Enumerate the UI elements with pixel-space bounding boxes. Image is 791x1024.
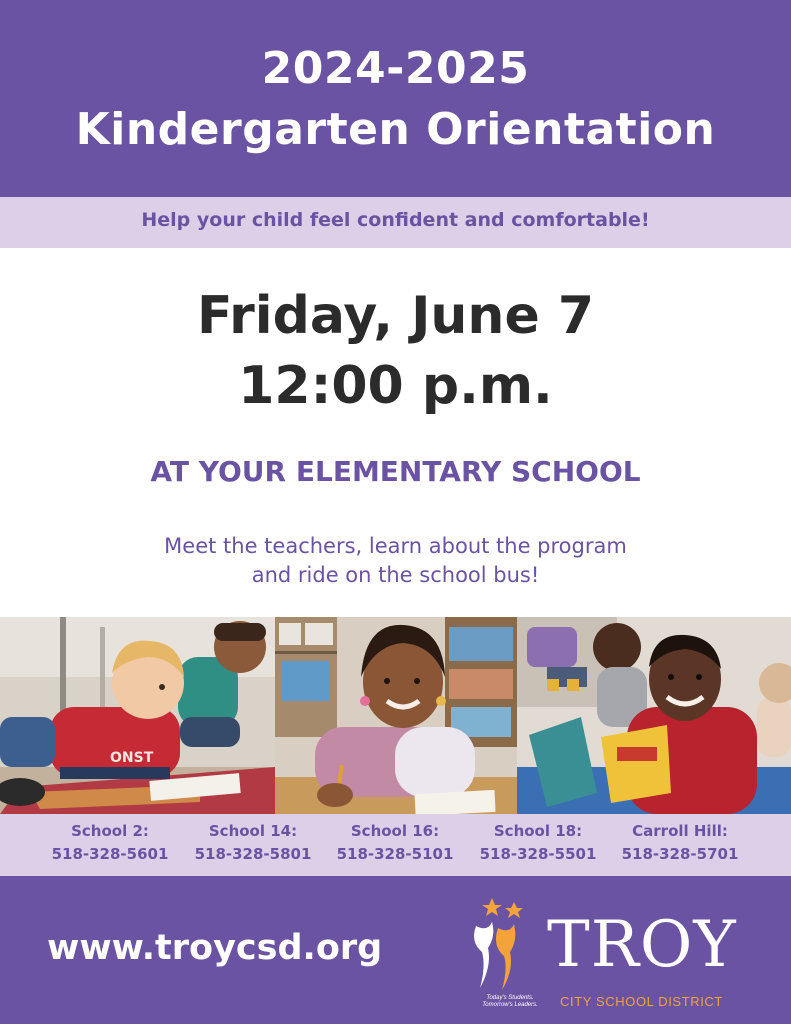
troy-csd-logo (462, 896, 762, 1012)
event-location: AT YOUR ELEMENTARY SCHOOL (150, 455, 641, 488)
school-name: School 14: (208, 822, 298, 840)
boy-with-book-photo (517, 617, 791, 814)
children-in-classroom-photo (0, 617, 275, 814)
event-date: Friday, June 7 (196, 286, 595, 346)
leaders-figures-icon (462, 896, 546, 996)
tagline-band (0, 197, 791, 248)
school-phone: 518-328-5601 (51, 845, 169, 863)
logo-tagline-line-1: Today's Students. (486, 995, 534, 1001)
event-description (0, 532, 791, 590)
website-link[interactable]: www.troycsd.org (47, 928, 383, 968)
school-phone-band (0, 814, 791, 876)
header-band (0, 0, 791, 197)
logo-subtitle: CITY SCHOOL DISTRICT (560, 994, 723, 1009)
school-phone: 518-328-5701 (621, 845, 739, 863)
school-name: School 16: (350, 822, 440, 840)
school-phone: 518-328-5801 (194, 845, 312, 863)
logo-tagline-line-2: Tomorrow's Leaders. (482, 1002, 538, 1008)
school-contact (605, 820, 755, 866)
svg-text:ONST: ONST (110, 750, 154, 766)
school-year-heading: 2024-2025 (261, 43, 530, 94)
description-line-2: and ride on the school bus! (251, 563, 540, 587)
page-title: Kindergarten Orientation (75, 104, 716, 155)
girl-at-desk-photo (275, 617, 517, 814)
school-contact (35, 820, 185, 866)
photo-strip (0, 617, 791, 814)
logo-tagline (480, 995, 540, 1009)
school-contact (178, 820, 328, 866)
school-phone: 518-328-5501 (479, 845, 597, 863)
school-contact (463, 820, 613, 866)
school-name: Carroll Hill: (632, 822, 728, 840)
tagline-text: Help your child feel confident and comfortable! (141, 209, 650, 231)
description-line-1: Meet the teachers, learn about the program (164, 534, 627, 558)
school-name: School 18: (493, 822, 583, 840)
school-contact (320, 820, 470, 866)
footer-band (0, 876, 791, 1024)
school-phone: 518-328-5101 (336, 845, 454, 863)
school-name: School 2: (71, 822, 149, 840)
event-time: 12:00 p.m. (238, 356, 553, 416)
logo-wordmark: TROY (547, 908, 737, 982)
